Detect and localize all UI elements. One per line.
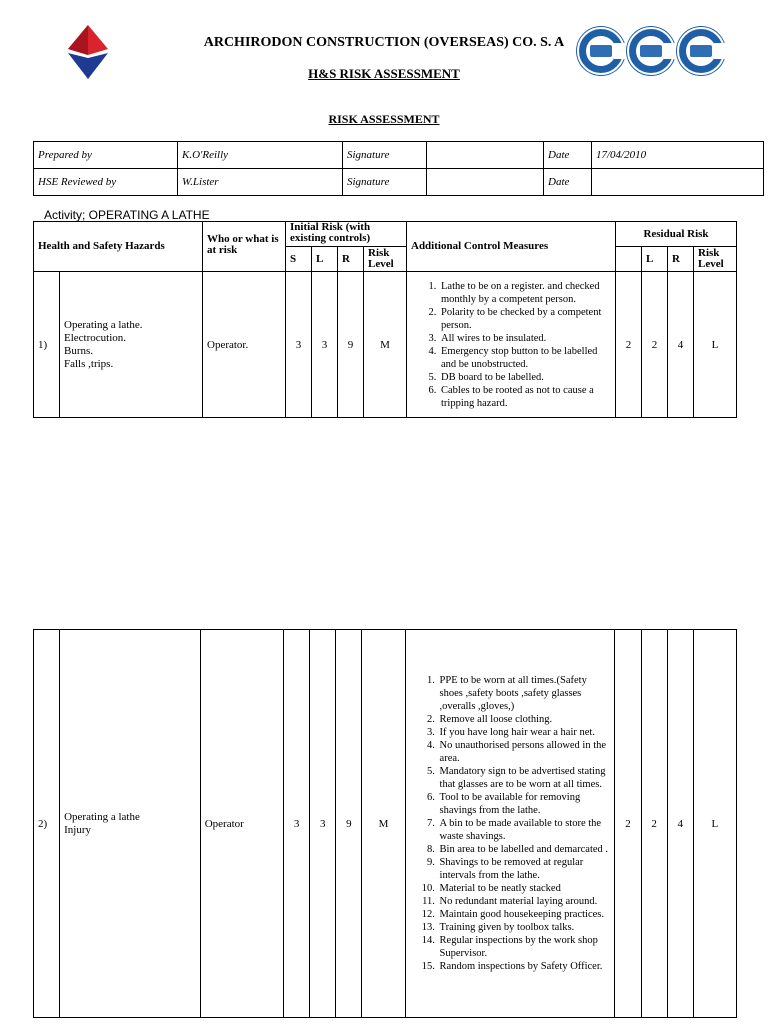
risk-table-continued xyxy=(33,629,737,1018)
header-additional: Additional Control Measures xyxy=(407,222,616,272)
measures-cell xyxy=(407,272,616,418)
date-value: 17/04/2010 xyxy=(592,142,764,169)
header-residual-l: L xyxy=(642,247,668,272)
risk-table xyxy=(33,221,737,418)
measures-cell xyxy=(405,630,615,1018)
header-initial-risk: Initial Risk (with existing controls) xyxy=(286,222,407,247)
residual-level-cell: L xyxy=(693,630,736,1018)
certification-badge-icon xyxy=(627,27,675,75)
residual-level-cell: L xyxy=(694,272,737,418)
likelihood-cell: 3 xyxy=(310,630,336,1018)
document-title: RISK ASSESSMENT xyxy=(328,112,440,126)
header-residual-r: R xyxy=(668,247,694,272)
hazard-cell xyxy=(60,630,201,1018)
measure-item: 7. A bin to be made available to store the waste shavings. xyxy=(438,817,611,843)
measure-item: 13. Training given by toolbox talks. xyxy=(438,921,611,934)
signature-label: Signature xyxy=(343,142,427,169)
signature-label: Signature xyxy=(343,169,427,196)
prepared-by-label: Prepared by xyxy=(34,142,178,169)
measure-item: 5. Mandatory sign to be advertised stating that glasses are to be worn at all times. xyxy=(438,765,611,791)
residual-s-cell: 2 xyxy=(615,630,641,1018)
date-field[interactable] xyxy=(592,169,764,196)
measure-item: 1. PPE to be worn at all times.(Safety shoes ,safety boots ,safety glasses ,overalls ,gloves,) xyxy=(438,674,611,713)
hazard-line: Burns. xyxy=(64,344,94,357)
reviewed-by-label: HSE Reviewed by xyxy=(34,169,178,196)
certification-badge-icon xyxy=(577,27,625,75)
residual-l-cell: 2 xyxy=(642,272,668,418)
measure-item: 11. No redundant material laying around. xyxy=(438,895,611,908)
table-row xyxy=(34,272,737,418)
certification-badges xyxy=(577,27,725,75)
header-risk-level: Risk Level xyxy=(364,247,407,272)
measure-item: 12. Maintain good housekeeping practices. xyxy=(438,908,611,921)
rating-cell: 9 xyxy=(338,272,364,418)
measure-item: 2. Remove all loose clothing. xyxy=(438,713,611,726)
who-cell: Operator xyxy=(200,630,283,1018)
residual-r-cell: 4 xyxy=(667,630,693,1018)
header-who: Who or what is at risk xyxy=(203,222,286,272)
header-residual-s xyxy=(616,247,642,272)
measure-item: 1. Lathe to be on a register. and checked monthly by a competent person. xyxy=(439,280,611,306)
signature-field[interactable] xyxy=(427,169,544,196)
date-label: Date xyxy=(544,169,592,196)
hazard-line: Falls ,trips. xyxy=(64,357,114,370)
certification-badge-icon xyxy=(677,27,725,75)
activity-title: Activity; OPERATING A LATHE xyxy=(44,208,210,222)
header-residual-risk: Residual Risk xyxy=(616,222,737,247)
reviewed-by-value: W.Lister xyxy=(178,169,343,196)
measure-item: 8. Bin area to be labelled and demarcated . xyxy=(438,843,611,856)
hazard-line: Injury xyxy=(64,823,91,836)
signature-field[interactable] xyxy=(427,142,544,169)
hazard-line: Operating a lathe. xyxy=(64,318,143,331)
measure-item: 6. Tool to be available for removing shavings from the lathe. xyxy=(438,791,611,817)
residual-l-cell: 2 xyxy=(641,630,667,1018)
measure-item: 14. Regular inspections by the work shop Supervisor. xyxy=(438,934,611,960)
likelihood-cell: 3 xyxy=(312,272,338,418)
measure-item: 5. DB board to be labelled. xyxy=(439,371,611,384)
residual-r-cell: 4 xyxy=(668,272,694,418)
hazard-line: Electrocution. xyxy=(64,331,127,344)
measure-item: 4. No unauthorised persons allowed in the area. xyxy=(438,739,611,765)
measure-item: 10. Material to be neatly stacked xyxy=(438,882,611,895)
risk-level-cell: M xyxy=(364,272,407,418)
info-table xyxy=(33,141,764,196)
severity-cell: 3 xyxy=(286,272,312,418)
hazard-cell xyxy=(60,272,203,418)
header-s: S xyxy=(286,247,312,272)
rating-cell: 9 xyxy=(336,630,362,1018)
table-row xyxy=(34,630,737,1018)
risk-level-cell: M xyxy=(362,630,405,1018)
company-name: ARCHIRODON CONSTRUCTION (OVERSEAS) CO. S. A xyxy=(203,35,565,50)
measure-item: 4. Emergency stop button to be labelled and be unobstructed. xyxy=(439,345,611,371)
measure-item: 3. All wires to be insulated. xyxy=(439,332,611,345)
header-residual-risk-level: Risk Level xyxy=(694,247,737,272)
row-number: 1) xyxy=(34,272,60,418)
measure-item: 3. If you have long hair wear a hair net. xyxy=(438,726,611,739)
measure-item: 15. Random inspections by Safety Officer. xyxy=(438,960,611,973)
who-cell: Operator. xyxy=(203,272,286,418)
severity-cell: 3 xyxy=(284,630,310,1018)
date-label: Date xyxy=(544,142,592,169)
header-hazards: Health and Safety Hazards xyxy=(34,222,203,272)
measure-item: 6. Cables to be rooted as not to cause a tripping hazard. xyxy=(439,384,611,410)
residual-s-cell: 2 xyxy=(616,272,642,418)
prepared-by-value: K.O'Reilly xyxy=(178,142,343,169)
header-r: R xyxy=(338,247,364,272)
hazard-line: Operating a lathe xyxy=(64,810,140,823)
header-l: L xyxy=(312,247,338,272)
document-subtitle: H&S RISK ASSESSMENT xyxy=(308,66,460,81)
row-number: 2) xyxy=(34,630,60,1018)
measure-item: 9. Shavings to be removed at regular intervals from the lathe. xyxy=(438,856,611,882)
measure-item: 2. Polarity to be checked by a competent person. xyxy=(439,306,611,332)
